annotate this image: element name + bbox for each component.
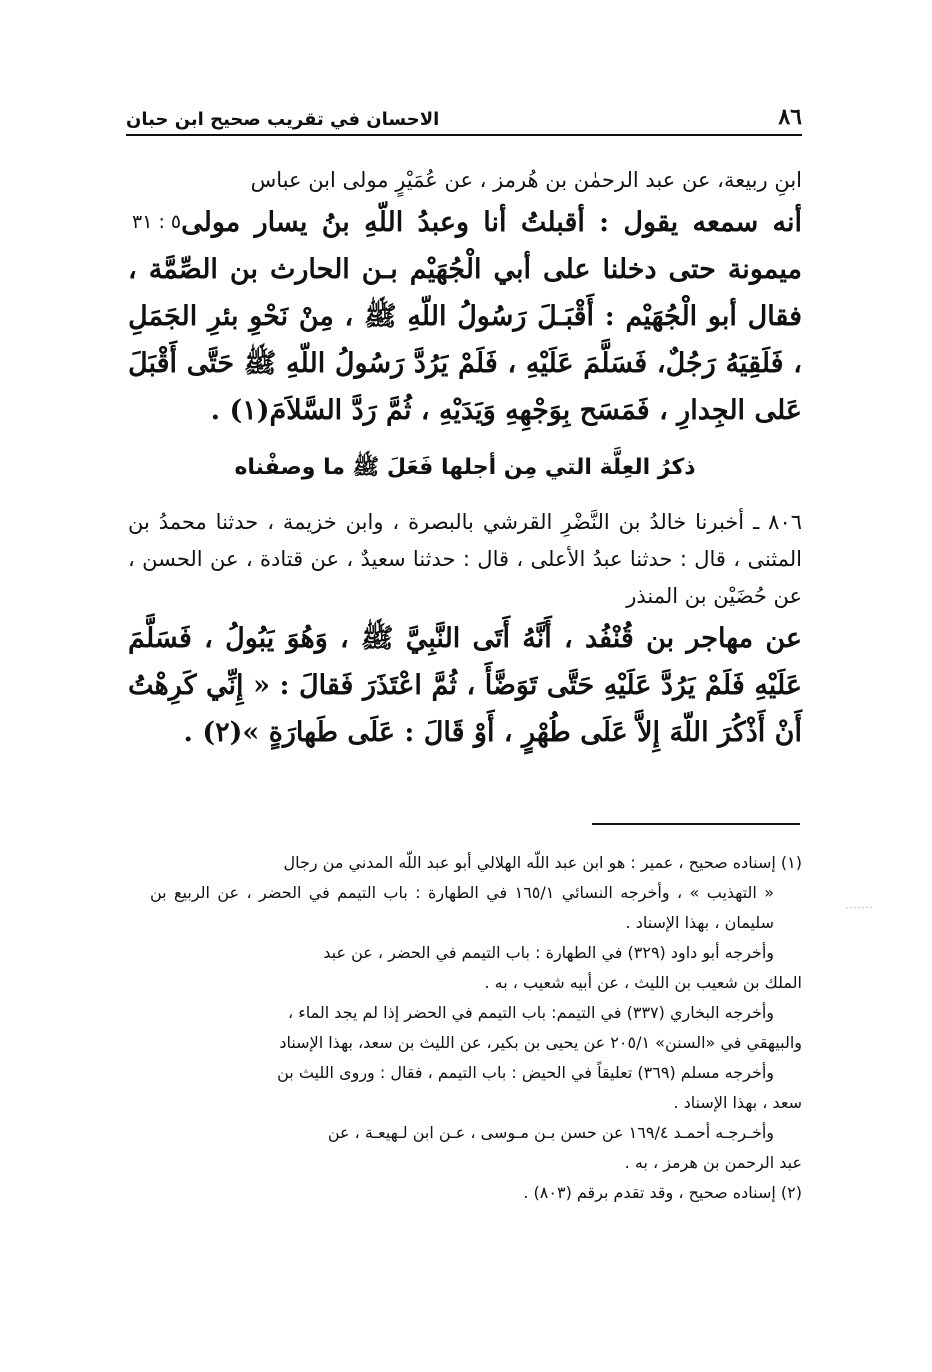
page-number: ٨٦ <box>778 104 802 130</box>
hadith-806-isnad-text: أخبرنا خالدُ بن النَّضْرِ القرشي بالبصرة ، وابن خزيمة ، حدثنا محمدُ بن المثنى ، قال : حدثنا عبدُ الأعلى ، قال : حدثنا سعيدٌ ، عن قتادة ، عن الحسن ، عن حُضَيْن بن المنذر <box>128 510 802 608</box>
running-title: الاحسان في تقريب صحيح ابن حبان <box>126 109 440 130</box>
footnote-1-first-line: (١) إسناده صحيح ، عمير : هو ابن عبد اللّه الهلالي أبو عبد اللّه المدني من رجال <box>283 853 802 872</box>
footnote-2: (٢) إسناده صحيح ، وقد تقدم برقم (٨٠٣) . <box>523 1183 802 1202</box>
footnote-1-continuation: « التهذيب » ، وأخرجه النسائي ١٦٥/١ في الطهارة : باب التيمم في الحضر ، عن الربيع بن سليمان ، بهذا الإسناد . <box>150 883 774 932</box>
footnote-1-bukhari-cont: والبيهقي في «السنن» ٢٠٥/١ عن يحيى بن بكير، عن الليث بن سعد، بهذا الإسناد <box>279 1033 802 1052</box>
footnote-ahmad-first: وأخـرجـه أحمـد ١٦٩/٤ عن حسن بـن مـوسى ، عـن ابن لـهيعـة ، عن <box>327 1123 774 1142</box>
main-text <box>128 162 802 756</box>
hadith-806-matn: عن مهاجر بن قُنْفُد ، أَنَّهُ أَتَى النَّبِيَّ ﷺ ، وَهُوَ يَبُولُ ، فَسَلَّمَ عَلَيْهِ فَلَمْ يَرُدَّ عَلَيْهِ حَتَّى تَوَضَّأَ ، ثُمَّ اعْتَذَرَ فَقالَ : « إِنِّي كَرِهْتُ أَنْ أَذْكُرَ اللّهَ إِلاَّ عَلَى طُهْرٍ ، أَوْ قَالَ : عَلَى طَهارَةٍ »(٢) . <box>128 623 802 748</box>
hadith-806-isnad <box>128 504 802 615</box>
footnote-muslim-first: وأخرجه مسلم (٣٦٩) تعليقاً في الحيض : باب التيمم ، فقال : وروى الليث بن <box>277 1063 774 1082</box>
footnote-1-muslim <box>150 1058 802 1088</box>
footnote-divider <box>592 823 800 825</box>
footnotes <box>150 848 802 1208</box>
hadith-805-matn <box>128 199 802 434</box>
footnote-1-bukhari <box>150 998 802 1028</box>
footnote-1-ahmad <box>150 1118 802 1148</box>
footnote-1 <box>150 848 802 878</box>
footnote-1-muslim-cont: سعد ، بهذا الإسناد . <box>673 1093 802 1112</box>
page-header <box>126 90 802 136</box>
chapter-heading: ذكرُ العِلَّة التي مِن أجلها فَعَلَ ﷺ ما وصفْناه <box>234 455 696 480</box>
scan-speck <box>846 905 874 911</box>
footnote-1-abu-dawud <box>150 938 802 968</box>
hadith-805-isnad-tail: ابنِ ربيعة، عن عبد الرحمٰن بن هُرمز ، عن عُمَيْرٍ مولى ابن عباس <box>250 168 802 192</box>
hadith-number: ٨٠٦ ـ <box>753 510 803 534</box>
footnote-abu-dawud-first: وأخرجه أبو داود (٣٢٩) في الطهارة : باب التيمم في الحضر ، عن عبد <box>323 943 774 962</box>
footnote-1-ahmad-cont: عبد الرحمن بن هرمز ، به . <box>624 1153 802 1172</box>
footnote-bukhari-first: وأخرجه البخاري (٣٣٧) في التيمم: باب التيمم في الحضر إذا لم يجد الماء ، <box>287 1003 774 1022</box>
margin-reference: ٥ : ٣١ <box>132 211 182 233</box>
footnote-1-abu-dawud-cont: الملك بن شعيب بن الليث ، عن أبيه شعيب ، به . <box>484 973 802 992</box>
hadith-805-matn-text: أنه سمعه يقول : أقبلتُ أنا وعبدُ اللّهِ بنُ يسار مولى ميمونة حتى دخلنا على أبي الْجُهَيْم بـن الحارث بن الصِّمَّة ، فقال أبو الْجُهَيْم : أَقْبَـلَ رَسُولُ اللّهِ ﷺ ، مِنْ نَحْوِ بئرِ الجَمَلِ ، فَلَقِيَهُ رَجُلٌ، فَسَلَّمَ عَلَيْهِ ، فَلَمْ يَرُدَّ رَسُولُ اللّهِ ﷺ حَتَّى أَقْبَلَ عَلى الجِدارِ ، فَمَسَح بِوَجْهِهِ وَيَدَيْهِ ، ثُمَّ رَدَّ السَّلاَمَ(١) . <box>128 207 802 426</box>
